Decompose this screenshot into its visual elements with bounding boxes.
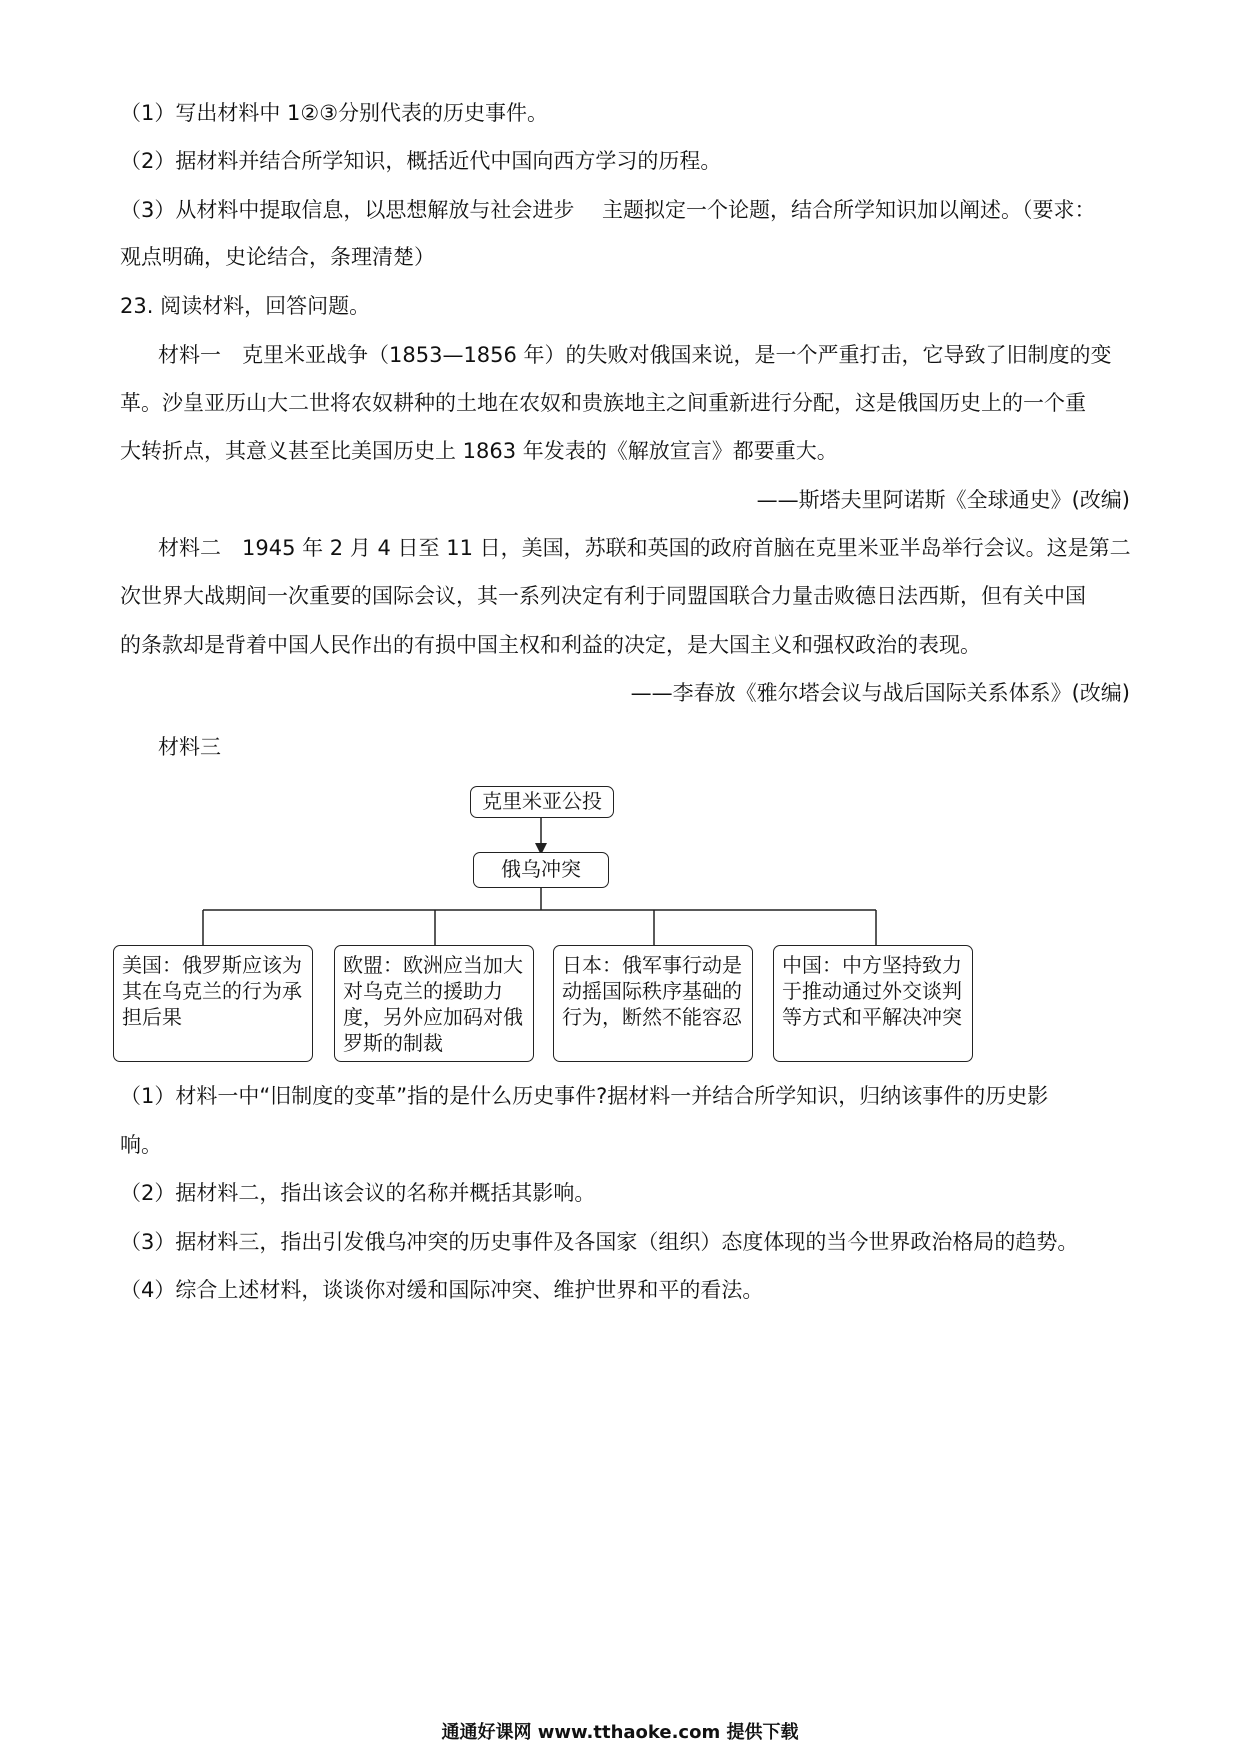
diagram-mid-box: 俄乌冲突 — [473, 852, 609, 888]
prev-question-3-line-2: 观点明确，史论结合，条理清楚） — [120, 245, 435, 269]
diagram-box-china: 中国：中方坚持致力于推动通过外交谈判等方式和平解决冲突 — [773, 945, 973, 1062]
prev-question-3-line-1: （3）从材料中提取信息，以思想解放与社会进步 主题拟定一个论题，结合所学知识加以阐述。（要求： — [120, 198, 1096, 222]
material-2-line-3: 的条款却是背着中国人民作出的有损中国主权和利益的决定，是大国主义和强权政治的表现。 — [120, 633, 981, 657]
material-2-source: ——李春放《雅尔塔会议与战后国际关系体系》(改编) — [630, 681, 1130, 705]
material-1-line-2: 革。沙皇亚历山大二世将农奴耕种的土地在农奴和贵族地主之间重新进行分配，这是俄国历史上的一个重 — [120, 391, 1086, 415]
material-3-label: 材料三 — [158, 735, 221, 759]
q23-question-2: （2）据材料二，指出该会议的名称并概括其影响。 — [120, 1181, 596, 1205]
material-1-line-3: 大转折点，其意义甚至比美国历史上 1863 年发表的《解放宣言》都要重大。 — [120, 439, 838, 463]
diagram-box-japan: 日本：俄军事行动是动摇国际秩序基础的行为，断然不能容忍 — [553, 945, 753, 1062]
material-2-line-1: 材料二 1945 年 2 月 4 日至 11 日，美国，苏联和英国的政府首脑在克里米亚半岛举行会议。这是第二 — [158, 536, 1131, 560]
page-footer: 通通好课网 www.tthaoke.com 提供下载 — [441, 1722, 799, 1743]
q23-question-4: （4）综合上述材料，谈谈你对缓和国际冲突、维护世界和平的看法。 — [120, 1278, 764, 1302]
material-1-line-1: 材料一 克里米亚战争（1853—1856 年）的失败对俄国来说，是一个严重打击，它导致了旧制度的变 — [158, 343, 1112, 367]
diagram-top-box: 克里米亚公投 — [470, 786, 614, 818]
q23-question-1-line-1: （1）材料一中“旧制度的变革”指的是什么历史事件?据材料一并结合所学知识，归纳该事件的历史影 — [120, 1084, 1049, 1108]
prev-question-1: （1）写出材料中 1②③分别代表的历史事件。 — [120, 101, 549, 125]
diagram-box-eu: 欧盟：欧洲应当加大对乌克兰的援助力度，另外应加码对俄罗斯的制裁 — [334, 945, 534, 1062]
q23-question-1-line-2: 响。 — [120, 1133, 162, 1157]
prev-question-2: （2）据材料并结合所学知识，概括近代中国向西方学习的历程。 — [120, 149, 722, 173]
diagram-box-usa: 美国：俄罗斯应该为其在乌克兰的行为承担后果 — [113, 945, 313, 1062]
material-1-source: ——斯塔夫里阿诺斯《全球通史》(改编) — [756, 488, 1130, 512]
q23-question-3: （3）据材料三，指出引发俄乌冲突的历史事件及各国家（组织）态度体现的当今世界政治格局的趋势。 — [120, 1230, 1079, 1254]
material-2-line-2: 次世界大战期间一次重要的国际会议，其一系列决定有利于同盟国联合力量击败德日法西斯，但有关中国 — [120, 584, 1086, 608]
question-23-heading: 23. 阅读材料，回答问题。 — [120, 294, 371, 318]
